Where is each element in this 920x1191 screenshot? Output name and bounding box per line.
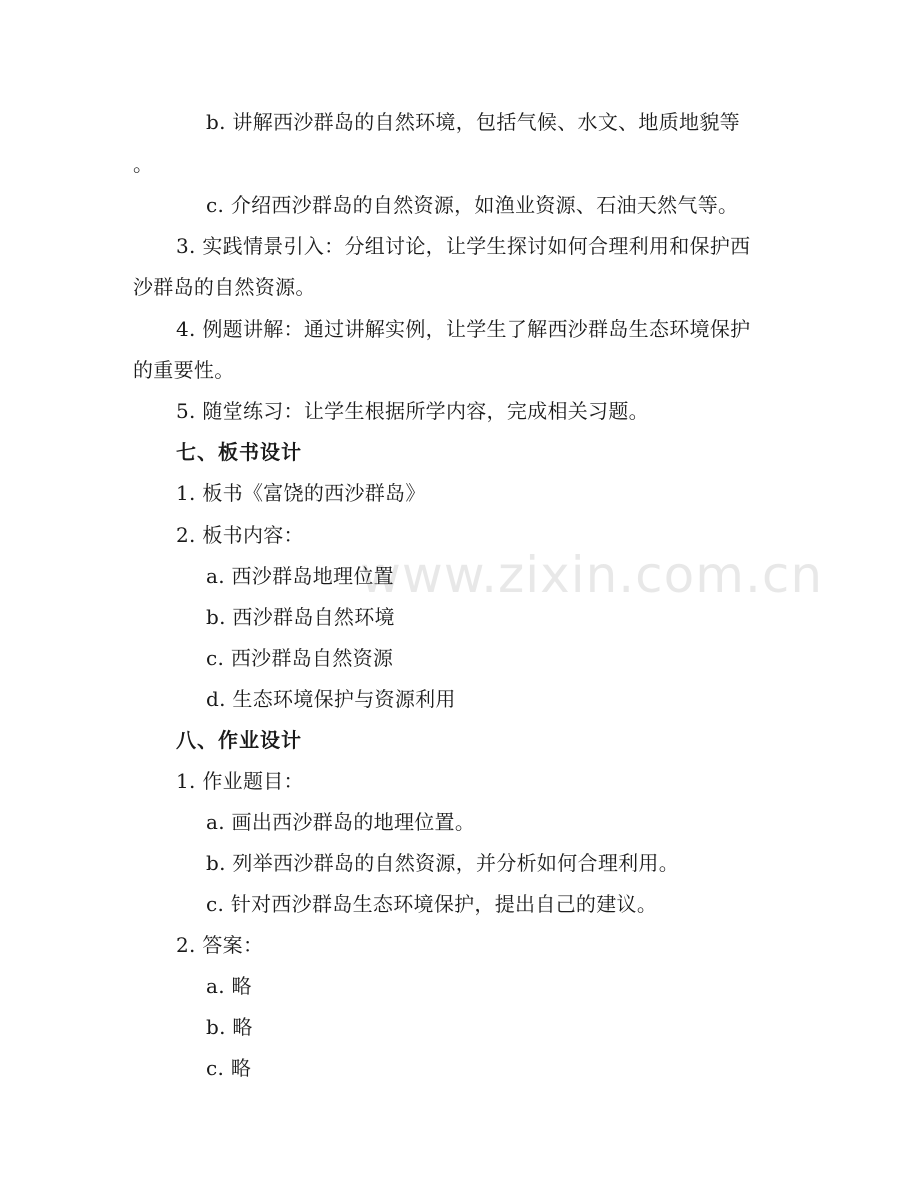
list-item: c. 西沙群岛自然资源 <box>206 646 394 670</box>
paragraph-line: 3. 实践情景引入：分组讨论，让学生探讨如何合理利用和保护西 <box>176 234 751 258</box>
paragraph-line: 。 <box>133 152 154 176</box>
list-item: c. 针对西沙群岛生态环境保护，提出自己的建议。 <box>206 892 658 916</box>
list-item: c. 略 <box>206 1056 252 1080</box>
paragraph-line: 5. 随堂练习：让学生根据所学内容，完成相关习题。 <box>176 399 649 423</box>
paragraph-line: 4. 例题讲解：通过讲解实例，让学生了解西沙群岛生态环境保护 <box>176 317 751 341</box>
paragraph-line: b. 讲解西沙群岛的自然环境，包括气候、水文、地质地貌等 <box>206 110 740 134</box>
paragraph-line: 沙群岛的自然资源。 <box>133 275 316 299</box>
list-item: b. 略 <box>206 1015 253 1039</box>
list-item: 2. 板书内容： <box>176 523 304 547</box>
paragraph-line: 的重要性。 <box>133 358 235 382</box>
list-item: a. 画出西沙群岛的地理位置。 <box>206 810 476 834</box>
list-item: 1. 作业题目： <box>176 769 304 793</box>
list-item: 1. 板书《富饶的西沙群岛》 <box>176 481 426 505</box>
paragraph-line: c. 介绍西沙群岛的自然资源，如渔业资源、石油天然气等。 <box>206 193 739 217</box>
section-heading: 七、板书设计 <box>176 440 302 464</box>
list-item: d. 生态环境保护与资源利用 <box>206 687 456 711</box>
list-item: a. 西沙群岛地理位置 <box>206 564 394 588</box>
section-heading: 八、作业设计 <box>176 728 302 752</box>
list-item: 2. 答案： <box>176 933 264 957</box>
list-item: b. 西沙群岛自然环境 <box>206 605 395 629</box>
list-item: a. 略 <box>206 974 252 998</box>
list-item: b. 列举西沙群岛的自然资源，并分析如何合理利用。 <box>206 851 680 875</box>
watermark: www.zixin.com.cn <box>360 546 824 604</box>
